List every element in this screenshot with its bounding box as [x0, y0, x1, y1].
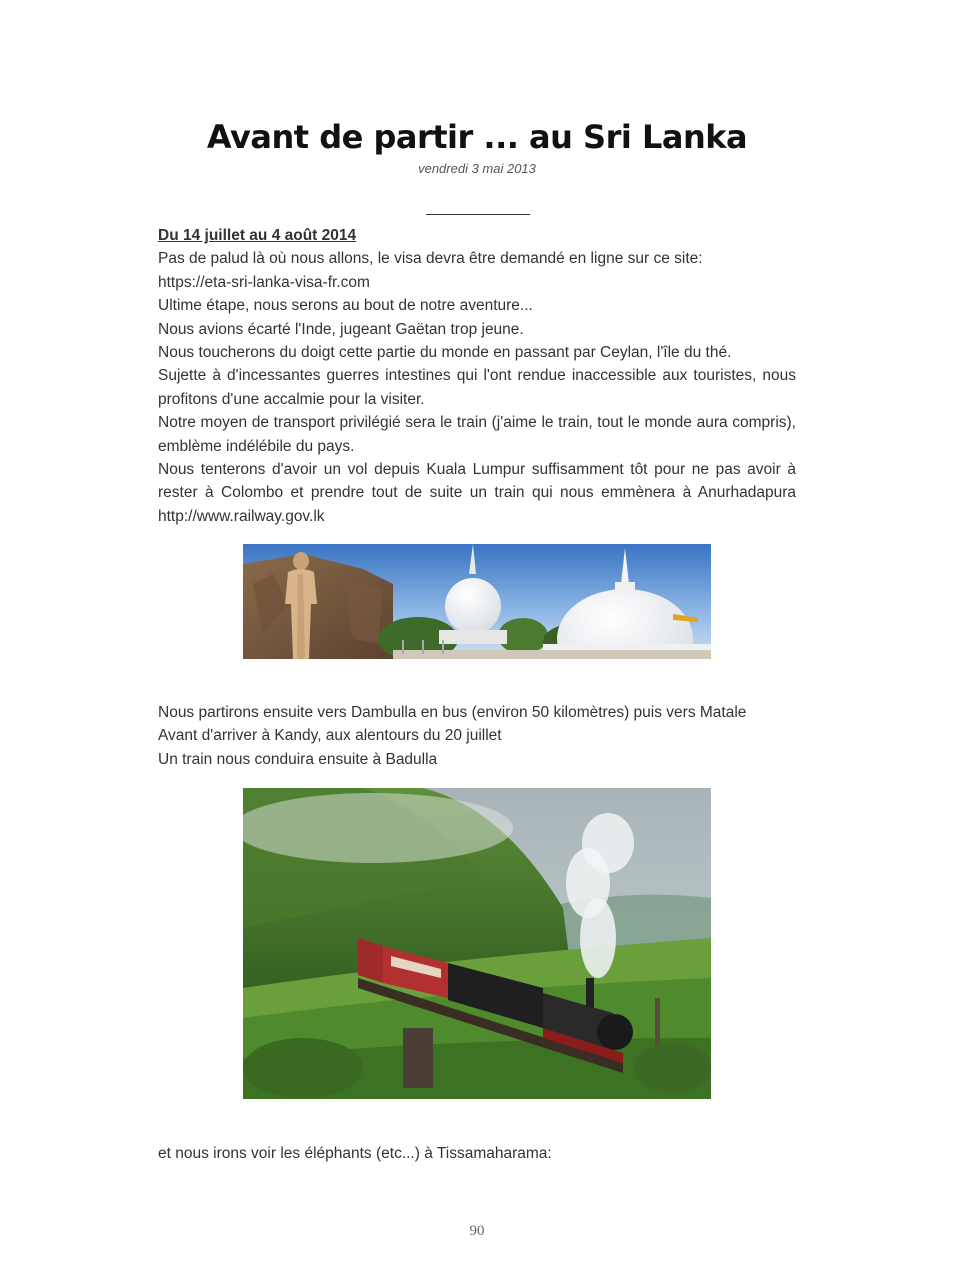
separator-line [426, 214, 530, 215]
paragraph: Un train nous conduira ensuite à Badulla [158, 750, 438, 768]
paragraph: et nous irons voir les éléphants (etc...) à Tissamaharama: [158, 1145, 552, 1162]
paragraph: Sujette à d'incessantes guerres intestines qui l'ont rendue inaccessible aux touristes, nous profitons d'une accalmie pour la visiter. [158, 367, 796, 408]
post-date: vendredi 3 mai 2013 [418, 161, 536, 176]
paragraph: Nous partirons ensuite vers Dambulla en bus (environ 50 kilomètres) puis vers Matale [158, 704, 747, 721]
closing-text [158, 1142, 796, 1165]
page-title: Avant de partir ... au Sri Lanka [206, 118, 748, 156]
page-number: 90 [469, 1223, 485, 1239]
paragraph: Nous avions écarté l'Inde, jugeant Gaëtan trop jeune. [158, 320, 524, 338]
paragraph: Pas de palud là où nous allons, le visa devra être demandé en ligne sur ce site: [158, 250, 703, 268]
steam-train-photo [243, 788, 711, 1099]
intro-text [158, 224, 796, 528]
date-range-heading: Du 14 juillet au 4 août 2014 [158, 227, 357, 244]
paragraph: Nous toucherons du doigt cette partie du monde en passant par Ceylan, l'île du thé. [158, 344, 732, 362]
paragraph: Ultime étape, nous serons au bout de notre aventure... [158, 297, 533, 315]
paragraph: Nous tenterons d'avoir un vol depuis Kuala Lumpur suffisamment tôt pour ne pas avoir à rester à Colombo et prendre tout de suite un train qui nous emmènera à Anurhadapura http://www.railway.gov.lk [158, 461, 796, 525]
visa-link[interactable]: https://eta-sri-lanka-visa-fr.com [158, 273, 370, 291]
itinerary-text [158, 701, 796, 771]
stupa-buddha-photo [243, 544, 711, 659]
paragraph: Notre moyen de transport privilégié sera le train (j'aime le train, tout le monde aura compris), emblème indélébile du pays. [158, 414, 796, 455]
paragraph: Avant d'arriver à Kandy, aux alentours du 20 juillet [158, 727, 502, 745]
